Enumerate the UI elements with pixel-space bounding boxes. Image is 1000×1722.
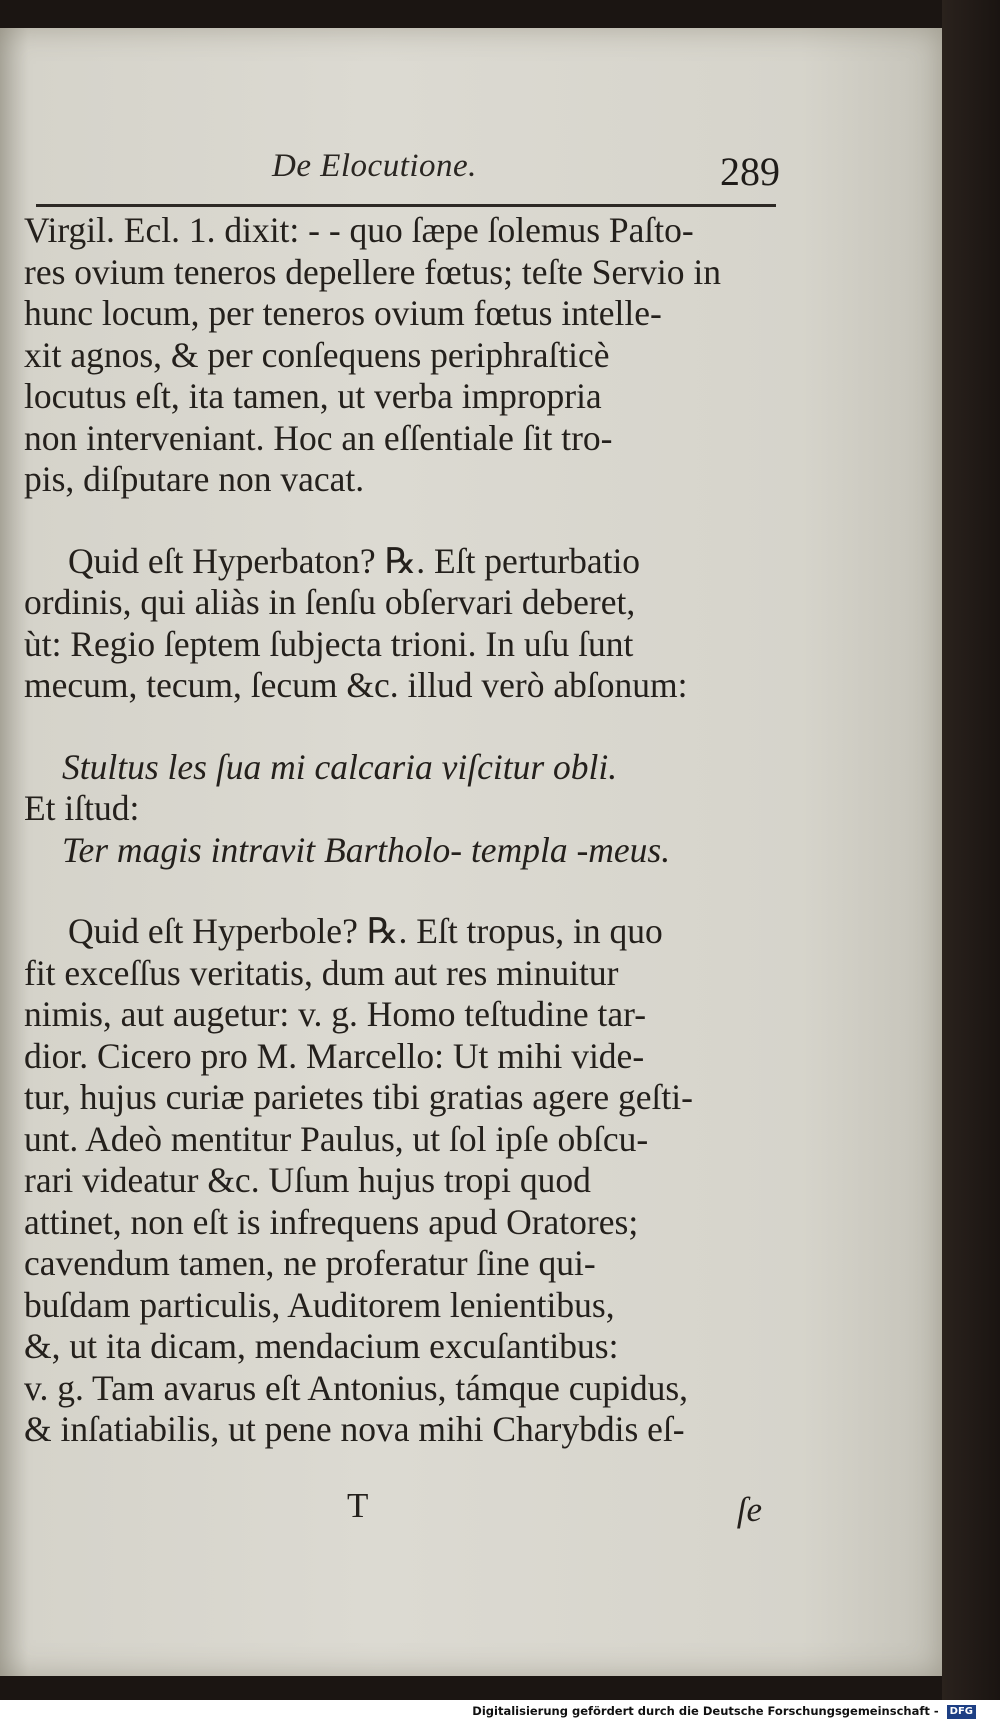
text-line: ordinis, qui aliàs in ſenſu obſervari deberet, [24, 582, 636, 622]
page-footer [24, 1486, 776, 1536]
paragraph-gap [24, 501, 776, 541]
text-line: tur, hujus curiæ parietes tibi gratias agere geſti- [24, 1077, 693, 1117]
digitization-credit [0, 1700, 1000, 1722]
text-line: dior. Cicero pro M. Marcello: Ut mihi vide- [24, 1035, 645, 1076]
body-text [24, 210, 776, 1451]
running-title: De Elocutione. [272, 148, 477, 184]
header-rule [36, 204, 776, 207]
text-line: res ovium teneros depellere fœtus; teſte Servio in [24, 251, 721, 292]
text-line: attinet, non eſt is infrequens apud Oratores; [24, 1201, 639, 1242]
text-line: mecum, tecum, ſecum &c. illud verò abſonum: [24, 665, 688, 705]
text-line: Quid eſt Hyperbole? ℞. Eſt tropus, in quo [68, 911, 663, 951]
text-line: Et iſtud: [24, 788, 140, 828]
signature-mark: T [347, 1486, 369, 1525]
text-line: buſdam particulis, Auditorem lenientibus, [24, 1284, 615, 1325]
page-header [36, 130, 780, 198]
text-line: fit exceſſus veritatis, dum aut res minuitur [24, 952, 619, 993]
text-line: pis, diſputare non vacat. [24, 459, 365, 499]
text-line: Quid eſt Hyperbaton? ℞. Eſt perturbatio [68, 540, 641, 581]
text-line: v. g. Tam avarus eſt Antonius, támque cupidus, [24, 1367, 689, 1408]
text-line: &, ut ita dicam, mendacium excuſantibus: [24, 1326, 619, 1366]
text-line: xit agnos, & per conſequens periphraſticè [24, 334, 610, 375]
verse-line: Stultus les ſua mi calcaria viſcitur obli. [62, 746, 618, 787]
binding-edge [942, 0, 1000, 1700]
verse-line: Ter magis intravit Bartholo- templa -meus. [62, 829, 671, 870]
dfg-logo: DFG [947, 1705, 976, 1719]
text-line: Virgil. Ecl. 1. dixit: - - quo ſæpe ſolemus Paſto- [24, 210, 694, 250]
book-page [0, 28, 942, 1676]
text-line: locutus eſt, ita tamen, ut verba impropria [24, 376, 602, 416]
text-line: nimis, aut augetur: v. g. Homo teſtudine tar- [24, 994, 647, 1034]
text-line: ùt: Regio ſeptem ſubjecta trioni. In uſu ſunt [24, 623, 634, 664]
page-number: 289 [720, 149, 780, 194]
text-line: rari videatur &c. Uſum hujus tropi quod [24, 1160, 591, 1200]
text-line: unt. Adeò mentitur Paulus, ut ſol ipſe obſcu- [24, 1118, 649, 1159]
text-line: & inſatiabilis, ut pene nova mihi Charybdis eſ- [24, 1409, 685, 1449]
text-line: non interveniant. Hoc an eſſentiale ſit tro- [24, 417, 613, 458]
catchword: ſe [736, 1490, 762, 1529]
paragraph-gap [24, 707, 776, 747]
credit-text: Digitalisierung gefördert durch die Deutsche Forschungsgemeinschaft - [472, 1704, 939, 1718]
text-line: hunc locum, per teneros ovium fœtus intelle- [24, 293, 662, 333]
text-line: cavendum tamen, ne proferatur ſine qui- [24, 1243, 596, 1283]
paragraph-gap [24, 871, 776, 911]
